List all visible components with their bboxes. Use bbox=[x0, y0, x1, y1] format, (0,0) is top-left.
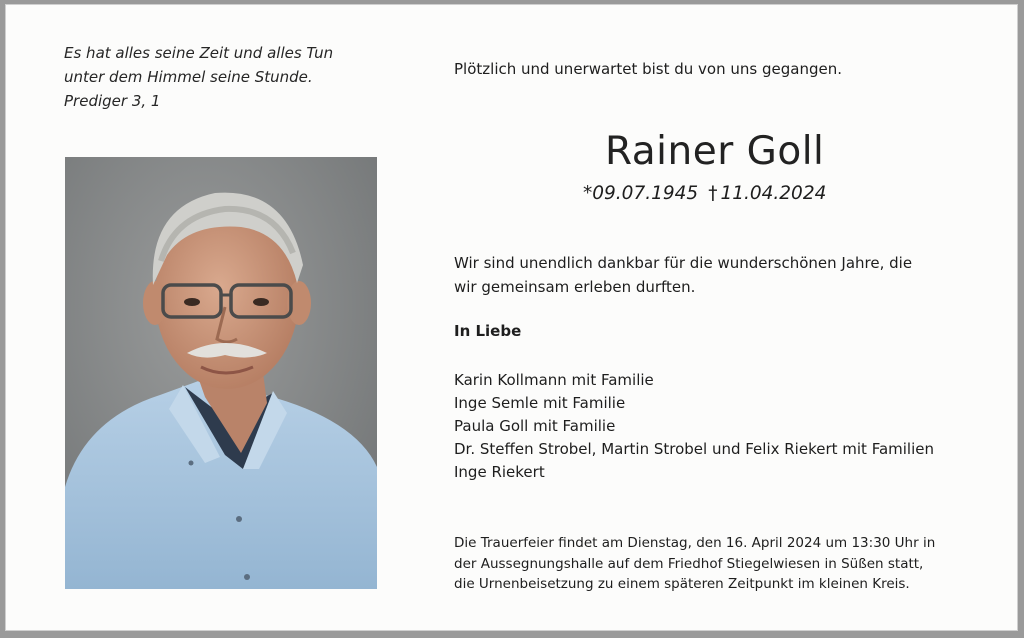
verse-line: Es hat alles seine Zeit und alles Tun bbox=[64, 44, 334, 62]
mourner-entry: Dr. Steffen Strobel, Martin Strobel und Felix Riekert mit Familien bbox=[454, 440, 934, 458]
intro-text: Plötzlich und unerwartet bist du von uns gegangen. bbox=[454, 60, 842, 78]
mourners-list bbox=[454, 369, 934, 484]
funeral-line: Die Trauerfeier findet am Dienstag, den 16. April 2024 um 13:30 Uhr in bbox=[454, 535, 936, 551]
verse-line: unter dem Himmel seine Stunde. bbox=[64, 68, 313, 86]
mourner-entry: Inge Semle mit Familie bbox=[454, 394, 626, 412]
death-date: 11.04.2024 bbox=[720, 183, 827, 204]
funeral-line: der Aussegnungshalle auf dem Friedhof Stiegelwiesen in Süßen statt, bbox=[454, 555, 924, 572]
in-love-heading: In Liebe bbox=[454, 322, 522, 340]
bible-verse bbox=[64, 41, 333, 113]
cross-icon: † bbox=[708, 183, 718, 204]
birth-date: *09.07.1945 bbox=[583, 183, 699, 204]
obituary-card bbox=[5, 4, 1018, 631]
portrait-illustration bbox=[65, 157, 377, 589]
funeral-line: die Urnenbeisetzung zu einem späteren Zeitpunkt im kleinen Kreis. bbox=[454, 576, 910, 592]
mourner-entry: Karin Kollmann mit Familie bbox=[454, 371, 654, 389]
life-dates bbox=[583, 183, 826, 204]
portrait-photo bbox=[65, 157, 377, 589]
gratitude-line: Wir sind unendlich dankbar für die wunderschönen Jahre, die bbox=[454, 254, 913, 272]
verse-reference: Prediger 3, 1 bbox=[64, 92, 161, 110]
funeral-info bbox=[454, 533, 935, 595]
deceased-name: Rainer Goll bbox=[605, 129, 825, 174]
gratitude-line: wir gemeinsam erleben durften. bbox=[454, 278, 696, 296]
gratitude-text bbox=[454, 251, 912, 299]
mourner-entry: Paula Goll mit Familie bbox=[454, 417, 616, 435]
mourner-entry: Inge Riekert bbox=[454, 463, 545, 481]
